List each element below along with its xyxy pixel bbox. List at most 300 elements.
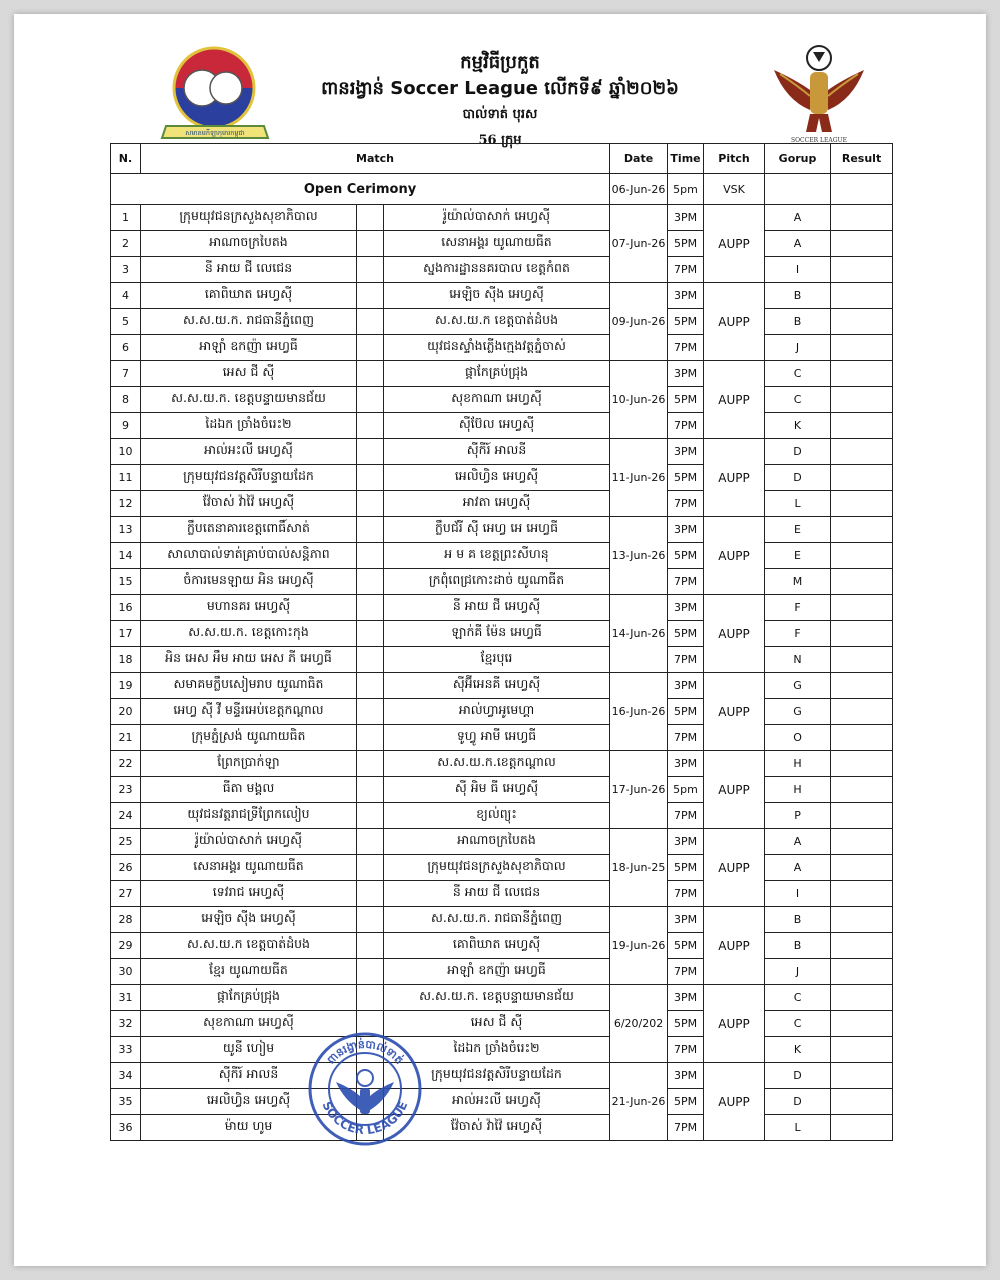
match-group: N bbox=[765, 647, 831, 673]
table-header-row bbox=[111, 144, 893, 174]
match-group: K bbox=[765, 413, 831, 439]
match-row bbox=[111, 829, 893, 855]
match-date: 16-Jun-26 bbox=[610, 673, 668, 751]
match-time: 3PM bbox=[668, 595, 704, 621]
match-date: 18-Jun-25 bbox=[610, 829, 668, 907]
match-time: 3PM bbox=[668, 907, 704, 933]
match-number: 29 bbox=[111, 933, 141, 959]
match-time: 5PM bbox=[668, 465, 704, 491]
match-row bbox=[111, 699, 893, 725]
match-row bbox=[111, 933, 893, 959]
opening-time: 5pm bbox=[668, 174, 704, 205]
match-spacer bbox=[357, 413, 384, 439]
match-row bbox=[111, 803, 893, 829]
match-spacer bbox=[357, 907, 384, 933]
home-team: ទេវរាជ អេហ្វស៊ី bbox=[141, 881, 357, 907]
home-team: សុខកាណា អេហ្វស៊ី bbox=[141, 1011, 357, 1037]
away-team: ស.ស.យ.ក ខេត្តបាត់ដំបង bbox=[384, 309, 610, 335]
match-time: 3PM bbox=[668, 1063, 704, 1089]
match-group: B bbox=[765, 283, 831, 309]
match-row bbox=[111, 647, 893, 673]
match-number: 33 bbox=[111, 1037, 141, 1063]
home-team: ស.ស.យ.ក ខេត្តបាត់ដំបង bbox=[141, 933, 357, 959]
away-team: ក្រុមយុវជនក្រសួងសុខាភិបាល bbox=[384, 855, 610, 881]
match-group: B bbox=[765, 907, 831, 933]
match-row bbox=[111, 517, 893, 543]
match-group: D bbox=[765, 1063, 831, 1089]
match-result bbox=[831, 439, 893, 465]
match-row bbox=[111, 283, 893, 309]
away-team: ស៊ីអ៊ីអេនគី អេហ្វស៊ី bbox=[384, 673, 610, 699]
away-team: អាល់អះលី អេហ្វស៊ី bbox=[384, 1089, 610, 1115]
match-result bbox=[831, 309, 893, 335]
away-team: យុវជនស្ទាំងភ្លើងក្មេងវត្តភ្នំចាស់ bbox=[384, 335, 610, 361]
match-row bbox=[111, 231, 893, 257]
match-row bbox=[111, 855, 893, 881]
match-number: 17 bbox=[111, 621, 141, 647]
match-number: 5 bbox=[111, 309, 141, 335]
match-time: 7PM bbox=[668, 413, 704, 439]
title-line-3: បាល់ទាត់ បុរស bbox=[462, 107, 538, 122]
header-date: Date bbox=[610, 144, 668, 174]
stamp-top-text: ពានរង្វាន់បាល់ទាត់ bbox=[324, 1037, 406, 1067]
match-row bbox=[111, 465, 893, 491]
away-team: ទូហ្វូ អាមី អេហ្វធី bbox=[384, 725, 610, 751]
match-time: 3PM bbox=[668, 283, 704, 309]
match-spacer bbox=[357, 309, 384, 335]
match-number: 20 bbox=[111, 699, 141, 725]
away-team: អាឡាំ ឧកញ៉ា អេហ្វធី bbox=[384, 959, 610, 985]
match-result bbox=[831, 257, 893, 283]
match-number: 4 bbox=[111, 283, 141, 309]
away-team: ក្លឹបជ័រី ស៊ី អេហ្វ អេ អេហ្វធី bbox=[384, 517, 610, 543]
match-number: 15 bbox=[111, 569, 141, 595]
opening-pitch: VSK bbox=[704, 174, 765, 205]
match-spacer bbox=[357, 933, 384, 959]
match-row bbox=[111, 959, 893, 985]
match-date: 19-Jun-26 bbox=[610, 907, 668, 985]
match-row bbox=[111, 1037, 893, 1063]
title-line-4: 56 ក្រុម bbox=[478, 133, 522, 148]
home-team: ក្លឹបតេនាគារខេត្តពោធិ៍សាត់ bbox=[141, 517, 357, 543]
match-spacer bbox=[357, 803, 384, 829]
match-pitch: AUPP bbox=[704, 1063, 765, 1141]
match-group: C bbox=[765, 985, 831, 1011]
match-result bbox=[831, 387, 893, 413]
match-date: 11-Jun-26 bbox=[610, 439, 668, 517]
home-team: អេស ជី ស៊ី bbox=[141, 361, 357, 387]
match-result bbox=[831, 517, 893, 543]
match-time: 7PM bbox=[668, 491, 704, 517]
match-time: 5PM bbox=[668, 1089, 704, 1115]
match-time: 3PM bbox=[668, 985, 704, 1011]
stamp-text: SOCCER LEAGUE bbox=[319, 1099, 411, 1138]
match-group: C bbox=[765, 1011, 831, 1037]
league-stamp-icon bbox=[306, 1030, 424, 1148]
match-number: 21 bbox=[111, 725, 141, 751]
match-row bbox=[111, 751, 893, 777]
match-spacer bbox=[357, 777, 384, 803]
match-result bbox=[831, 465, 893, 491]
match-row bbox=[111, 881, 893, 907]
match-group: L bbox=[765, 491, 831, 517]
away-team: ផ្កាកែគ្រប់ជ្រុង bbox=[384, 361, 610, 387]
match-row bbox=[111, 387, 893, 413]
home-team: ផ្កាកែគ្រប់ជ្រុង bbox=[141, 985, 357, 1011]
away-team: អេលិហ្វិន អេហ្វស៊ី bbox=[384, 465, 610, 491]
match-number: 35 bbox=[111, 1089, 141, 1115]
match-result bbox=[831, 959, 893, 985]
away-team: វ៉ែចាស់ វ៉ាវ៉ៃ អេហ្វស៊ី bbox=[384, 1115, 610, 1141]
match-time: 3PM bbox=[668, 829, 704, 855]
match-pitch: AUPP bbox=[704, 361, 765, 439]
title-line-1: កម្មវិធីប្រកួត bbox=[460, 52, 540, 73]
match-spacer bbox=[357, 595, 384, 621]
home-team: អិន អេស អឹម អាយ អេស ភី អេហ្វធី bbox=[141, 647, 357, 673]
match-number: 19 bbox=[111, 673, 141, 699]
match-row bbox=[111, 1011, 893, 1037]
header-time: Time bbox=[668, 144, 704, 174]
home-team: ព្រែកប្រាក់ឡា bbox=[141, 751, 357, 777]
match-row bbox=[111, 543, 893, 569]
match-row bbox=[111, 1115, 893, 1141]
match-spacer bbox=[357, 387, 384, 413]
match-time: 7PM bbox=[668, 1115, 704, 1141]
match-group: A bbox=[765, 205, 831, 231]
home-team: សាលាបាល់ទាត់គ្រាប់បាល់សន្តិភាព bbox=[141, 543, 357, 569]
match-group: J bbox=[765, 959, 831, 985]
match-row bbox=[111, 907, 893, 933]
away-team: អាល់ហ្វាអូមេហ្គា bbox=[384, 699, 610, 725]
away-team: គោពិឃាត អេហ្វស៊ី bbox=[384, 933, 610, 959]
opening-label: Open Cerimony bbox=[111, 174, 610, 205]
match-group: F bbox=[765, 621, 831, 647]
home-team: ខ្មែរ យូណាយធីត bbox=[141, 959, 357, 985]
home-team: ដៃឯក ច្រាំងចំរេះ២ bbox=[141, 413, 357, 439]
match-date: 14-Jun-26 bbox=[610, 595, 668, 673]
match-group: C bbox=[765, 387, 831, 413]
match-number: 13 bbox=[111, 517, 141, 543]
match-group: L bbox=[765, 1115, 831, 1141]
match-number: 9 bbox=[111, 413, 141, 439]
match-result bbox=[831, 1063, 893, 1089]
home-team: អេឡិច ស៊ីង អេហ្វស៊ី bbox=[141, 907, 357, 933]
header-pitch: Pitch bbox=[704, 144, 765, 174]
away-team: រ៉ូយ៉ាល់បាសាក់ អេហ្វស៊ី bbox=[384, 205, 610, 231]
match-pitch: AUPP bbox=[704, 907, 765, 985]
header-n: N. bbox=[111, 144, 141, 174]
match-time: 5PM bbox=[668, 621, 704, 647]
match-row bbox=[111, 673, 893, 699]
opening-result bbox=[831, 174, 893, 205]
match-group: G bbox=[765, 699, 831, 725]
match-number: 11 bbox=[111, 465, 141, 491]
match-result bbox=[831, 647, 893, 673]
match-result bbox=[831, 413, 893, 439]
home-team: អាណាចក្របៃតង bbox=[141, 231, 357, 257]
match-row bbox=[111, 257, 893, 283]
away-team: អាវតា អេហ្វស៊ី bbox=[384, 491, 610, 517]
match-row bbox=[111, 335, 893, 361]
match-time: 7PM bbox=[668, 335, 704, 361]
home-team: សមាគមក្លឹបសៀមរាប យូណាធិត bbox=[141, 673, 357, 699]
match-group: K bbox=[765, 1037, 831, 1063]
match-group: M bbox=[765, 569, 831, 595]
match-group: D bbox=[765, 465, 831, 491]
schedule-table bbox=[110, 143, 893, 1141]
home-team: អាល់អះលី អេហ្វស៊ី bbox=[141, 439, 357, 465]
match-spacer bbox=[357, 205, 384, 231]
away-team: ស៊ីកីរ៍ អាលនី bbox=[384, 439, 610, 465]
match-spacer bbox=[357, 959, 384, 985]
match-number: 30 bbox=[111, 959, 141, 985]
match-time: 5pm bbox=[668, 777, 704, 803]
match-number: 7 bbox=[111, 361, 141, 387]
match-pitch: AUPP bbox=[704, 517, 765, 595]
home-team: នី អាយ ជី លេជេន bbox=[141, 257, 357, 283]
match-time: 5PM bbox=[668, 1011, 704, 1037]
match-result bbox=[831, 699, 893, 725]
match-row bbox=[111, 491, 893, 517]
match-spacer bbox=[357, 673, 384, 699]
match-spacer bbox=[357, 985, 384, 1011]
match-date: 6/20/202 bbox=[610, 985, 668, 1063]
match-spacer bbox=[357, 491, 384, 517]
match-time: 5PM bbox=[668, 699, 704, 725]
match-result bbox=[831, 543, 893, 569]
match-number: 27 bbox=[111, 881, 141, 907]
match-result bbox=[831, 1037, 893, 1063]
match-number: 3 bbox=[111, 257, 141, 283]
left-logo-banner: សមាគមកីឡាកុមារកម្ពុជា bbox=[185, 129, 245, 137]
home-team: ក្រុមយុវជនក្រសួងសុខាភិបាល bbox=[141, 205, 357, 231]
home-team: ចំការមេនឡាយ អិន អេហ្វស៊ី bbox=[141, 569, 357, 595]
away-team: ក្រុមយុវជនវត្តសិរីបន្ទាយដែក bbox=[384, 1063, 610, 1089]
header-group: Gorup bbox=[765, 144, 831, 174]
match-spacer bbox=[357, 647, 384, 673]
match-group: A bbox=[765, 855, 831, 881]
match-spacer bbox=[357, 569, 384, 595]
match-time: 3PM bbox=[668, 205, 704, 231]
match-group: E bbox=[765, 543, 831, 569]
match-row bbox=[111, 569, 893, 595]
away-team: ស.ស.យ.ក. រាជធានីភ្នំពេញ bbox=[384, 907, 610, 933]
away-team: អាណាចក្របៃតង bbox=[384, 829, 610, 855]
match-spacer bbox=[357, 855, 384, 881]
match-time: 3PM bbox=[668, 751, 704, 777]
title-line-2: ពានរង្វាន់ Soccer League លើកទី៩ ឆ្នាំ២០២៦ bbox=[321, 78, 679, 99]
match-date: 13-Jun-26 bbox=[610, 517, 668, 595]
match-number: 31 bbox=[111, 985, 141, 1011]
match-result bbox=[831, 725, 893, 751]
match-spacer bbox=[357, 829, 384, 855]
match-number: 24 bbox=[111, 803, 141, 829]
match-group: B bbox=[765, 933, 831, 959]
match-group: D bbox=[765, 439, 831, 465]
match-row bbox=[111, 205, 893, 231]
away-team: ខ្យល់ព្យុះ bbox=[384, 803, 610, 829]
match-spacer bbox=[357, 699, 384, 725]
match-number: 18 bbox=[111, 647, 141, 673]
match-result bbox=[831, 1011, 893, 1037]
match-date: 09-Jun-26 bbox=[610, 283, 668, 361]
match-spacer bbox=[357, 257, 384, 283]
match-row bbox=[111, 725, 893, 751]
match-row bbox=[111, 777, 893, 803]
home-team: ម៉ាយ ហូម bbox=[141, 1115, 357, 1141]
away-team: អ ម គ ខេត្តព្រះសីហនុ bbox=[384, 543, 610, 569]
match-row bbox=[111, 595, 893, 621]
right-logo-text: SOCCER LEAGUE bbox=[791, 137, 847, 144]
home-team: ស.ស.យ.ក. ខេត្តកោះកុង bbox=[141, 621, 357, 647]
match-result bbox=[831, 803, 893, 829]
match-result bbox=[831, 283, 893, 309]
match-number: 25 bbox=[111, 829, 141, 855]
match-group: A bbox=[765, 829, 831, 855]
match-spacer bbox=[357, 361, 384, 387]
away-team: ស.ស.យ.ក. ខេត្តបន្ទាយមានជ័យ bbox=[384, 985, 610, 1011]
away-team: ស៊ី អិម ធី អេហ្វស៊ី bbox=[384, 777, 610, 803]
header-match: Match bbox=[141, 144, 610, 174]
match-number: 14 bbox=[111, 543, 141, 569]
match-group: I bbox=[765, 881, 831, 907]
away-team: ឡាក់គី ម៉ែន អេហ្វធី bbox=[384, 621, 610, 647]
opening-date: 06-Jun-26 bbox=[610, 174, 668, 205]
match-pitch: AUPP bbox=[704, 205, 765, 283]
match-group: C bbox=[765, 361, 831, 387]
home-team: ស.ស.យ.ក. ខេត្តបន្ទាយមានជ័យ bbox=[141, 387, 357, 413]
match-time: 5PM bbox=[668, 309, 704, 335]
match-spacer bbox=[357, 283, 384, 309]
match-time: 5PM bbox=[668, 855, 704, 881]
opening-group bbox=[765, 174, 831, 205]
match-row bbox=[111, 439, 893, 465]
away-team: នី អាយ ជី លេជេន bbox=[384, 881, 610, 907]
match-group: J bbox=[765, 335, 831, 361]
home-team: អេលិហ្វិន អេហ្វស៊ី bbox=[141, 1089, 357, 1115]
match-result bbox=[831, 985, 893, 1011]
match-pitch: AUPP bbox=[704, 751, 765, 829]
match-result bbox=[831, 751, 893, 777]
home-team: ក្រុមភ្នំស្រង់ យូណាយធិត bbox=[141, 725, 357, 751]
away-team: អេឡិច ស៊ីង អេហ្វស៊ី bbox=[384, 283, 610, 309]
match-row bbox=[111, 621, 893, 647]
match-group: A bbox=[765, 231, 831, 257]
match-time: 5PM bbox=[668, 933, 704, 959]
match-row bbox=[111, 361, 893, 387]
away-team: ស.ស.យ.ក.ខេត្តកណ្តាល bbox=[384, 751, 610, 777]
match-spacer bbox=[357, 881, 384, 907]
home-team: យូនី ហៀម bbox=[141, 1037, 357, 1063]
match-number: 23 bbox=[111, 777, 141, 803]
match-result bbox=[831, 933, 893, 959]
match-date: 21-Jun-26 bbox=[610, 1063, 668, 1141]
match-time: 7PM bbox=[668, 1037, 704, 1063]
home-team: ស៊ីកីរ៍ អាលនី bbox=[141, 1063, 357, 1089]
match-time: 5PM bbox=[668, 231, 704, 257]
match-result bbox=[831, 829, 893, 855]
match-group: I bbox=[765, 257, 831, 283]
match-spacer bbox=[357, 465, 384, 491]
match-number: 36 bbox=[111, 1115, 141, 1141]
match-group: F bbox=[765, 595, 831, 621]
home-team: មហានគរ អេហ្វស៊ី bbox=[141, 595, 357, 621]
home-team: ក្រុមយុវជនវត្តសិរីបន្ទាយដែក bbox=[141, 465, 357, 491]
away-team: ស៊ីប៊ែល អេហ្វស៊ី bbox=[384, 413, 610, 439]
header-result: Result bbox=[831, 144, 893, 174]
match-number: 34 bbox=[111, 1063, 141, 1089]
match-spacer bbox=[357, 439, 384, 465]
match-number: 10 bbox=[111, 439, 141, 465]
home-team: ស.ស.យ.ក. រាជធានីភ្នំពេញ bbox=[141, 309, 357, 335]
match-time: 7PM bbox=[668, 959, 704, 985]
home-team: យុវជនវត្តរាជទ្រីព្រែកលៀប bbox=[141, 803, 357, 829]
home-team: ធីតា មង្គល bbox=[141, 777, 357, 803]
match-result bbox=[831, 907, 893, 933]
match-group: B bbox=[765, 309, 831, 335]
match-time: 3PM bbox=[668, 673, 704, 699]
match-spacer bbox=[357, 231, 384, 257]
match-row bbox=[111, 1063, 893, 1089]
match-time: 7PM bbox=[668, 257, 704, 283]
match-date: 07-Jun-26 bbox=[610, 205, 668, 283]
match-pitch: AUPP bbox=[704, 985, 765, 1063]
match-group: H bbox=[765, 777, 831, 803]
match-result bbox=[831, 569, 893, 595]
match-date: 17-Jun-26 bbox=[610, 751, 668, 829]
match-time: 5PM bbox=[668, 387, 704, 413]
match-time: 3PM bbox=[668, 361, 704, 387]
away-team: ដៃឯក ច្រាំងចំរេះ២ bbox=[384, 1037, 610, 1063]
home-team: វ៉ែចាស់ វ៉ាវ៉ៃ អេហ្វស៊ី bbox=[141, 491, 357, 517]
match-number: 28 bbox=[111, 907, 141, 933]
match-result bbox=[831, 673, 893, 699]
match-time: 7PM bbox=[668, 803, 704, 829]
match-time: 3PM bbox=[668, 517, 704, 543]
match-group: H bbox=[765, 751, 831, 777]
away-team: អេស ជី ស៊ី bbox=[384, 1011, 610, 1037]
match-result bbox=[831, 491, 893, 517]
match-group: G bbox=[765, 673, 831, 699]
match-pitch: AUPP bbox=[704, 595, 765, 673]
match-pitch: AUPP bbox=[704, 673, 765, 751]
match-time: 7PM bbox=[668, 725, 704, 751]
match-result bbox=[831, 205, 893, 231]
match-pitch: AUPP bbox=[704, 283, 765, 361]
away-team: សុខកាណា អេហ្វស៊ី bbox=[384, 387, 610, 413]
match-group: D bbox=[765, 1089, 831, 1115]
match-number: 8 bbox=[111, 387, 141, 413]
opening-ceremony-row bbox=[111, 174, 893, 205]
match-result bbox=[831, 881, 893, 907]
match-spacer bbox=[357, 751, 384, 777]
home-team: អាឡាំ ឧកញ៉ា អេហ្វធី bbox=[141, 335, 357, 361]
match-number: 26 bbox=[111, 855, 141, 881]
home-team: រ៉ូយ៉ាល់បាសាក់ អេហ្វស៊ី bbox=[141, 829, 357, 855]
match-number: 1 bbox=[111, 205, 141, 231]
match-result bbox=[831, 1115, 893, 1141]
match-pitch: AUPP bbox=[704, 829, 765, 907]
match-number: 32 bbox=[111, 1011, 141, 1037]
match-group: E bbox=[765, 517, 831, 543]
match-spacer bbox=[357, 621, 384, 647]
away-team: ខ្មែរបុរេ bbox=[384, 647, 610, 673]
match-number: 22 bbox=[111, 751, 141, 777]
match-time: 7PM bbox=[668, 647, 704, 673]
match-spacer bbox=[357, 517, 384, 543]
match-row bbox=[111, 309, 893, 335]
match-group: P bbox=[765, 803, 831, 829]
